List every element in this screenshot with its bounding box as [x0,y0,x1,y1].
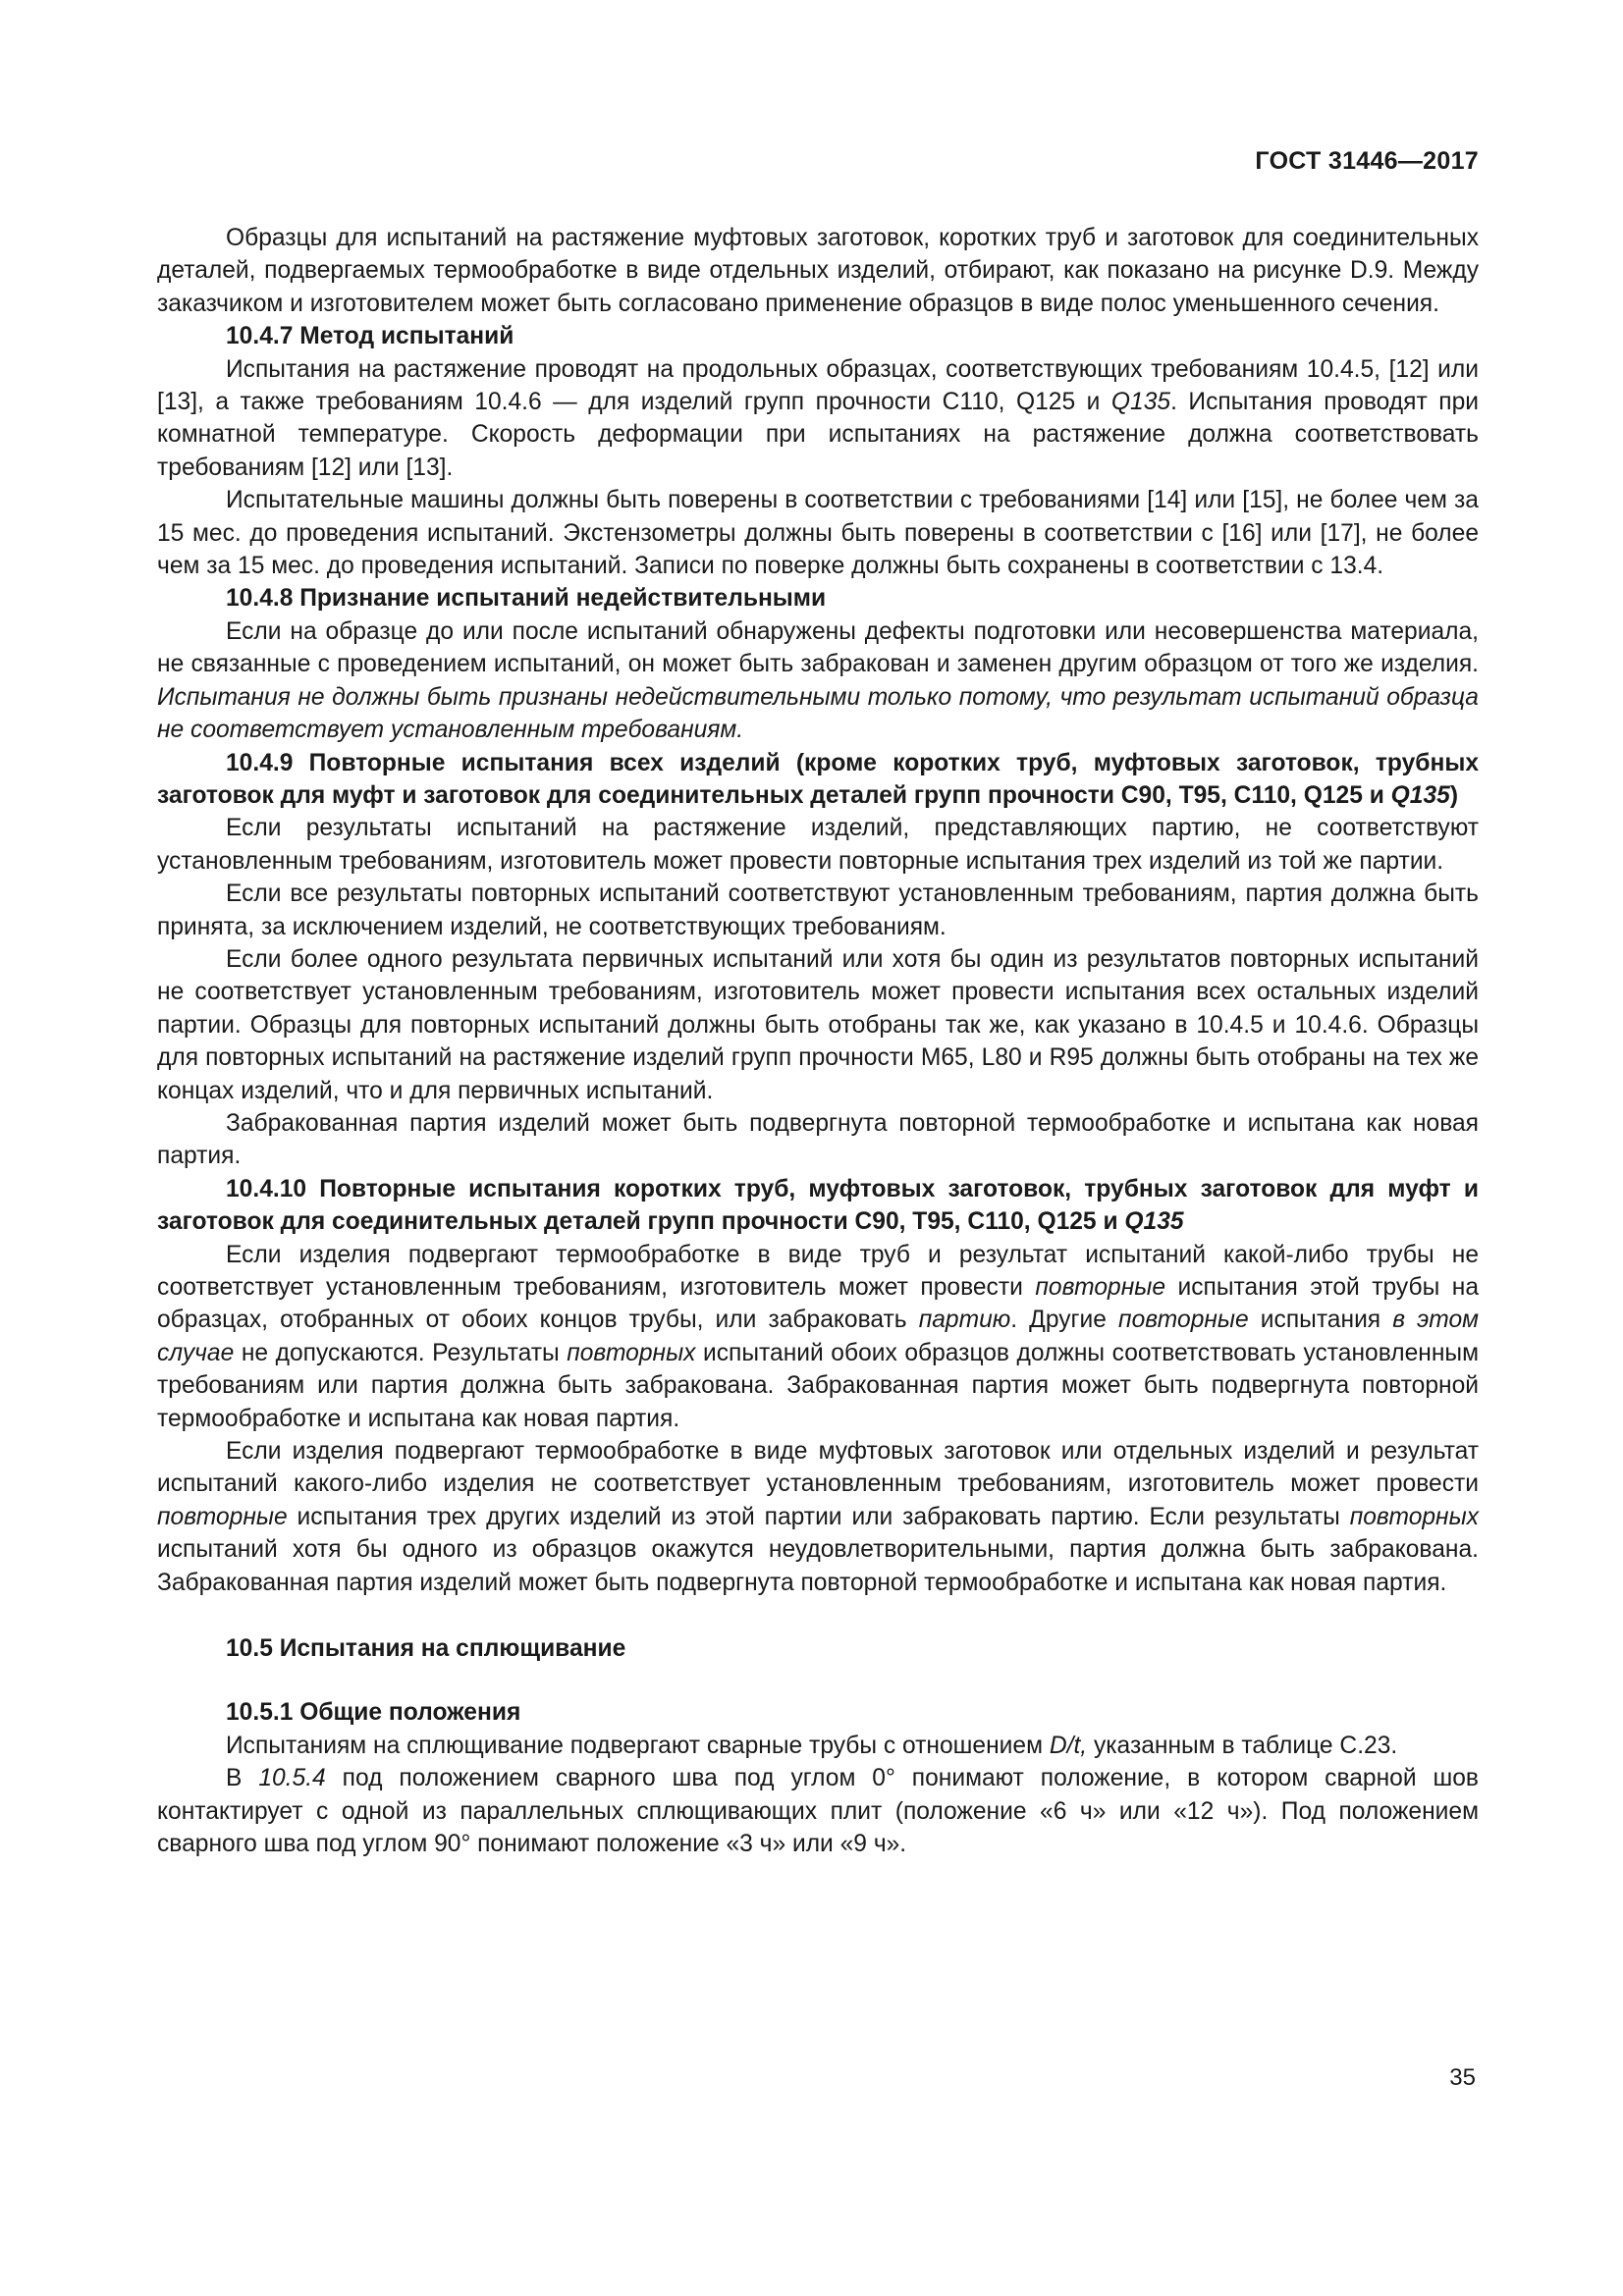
paragraph: Если изделия подвергают термообработке в виде муфтовых заготовок или отдельных изделий и результат испытаний какого-либо изделия не соответствует установленным требованиям, изготовитель может провести повторные испытания трех других изделий из этой партии или забраковать партию. Если результаты повторных испытаний хотя бы одного из образцов окажутся неудовлетворительными, партия должна быть забракована. Забракованная партия изделий может быть подвергнута повторной термообработке и испытана как новая партия. [157,1438,1479,1596]
paragraph: Если на образце до или после испытаний обнаружены дефекты подготовки или несовершенства материала, не связанные с проведением испытаний, он может быть забракован и заменен другим образцом от того же изделия. Испытания не должны быть признаны недействительными только потому, что результат испытаний образца не соответствует установленным требованиям. [157,617,1479,744]
section-heading-10-4-7: 10.4.7 Метод испытаний [226,323,514,350]
section-heading-10-4-10: 10.4.10 Повторные испытания коротких труб, муфтовых заготовок, трубных заготовок для муфт и заготовок для соединительных деталей групп прочности С90, Т95, С110, Q125 и Q135 [157,1175,1479,1236]
paragraph: Испытаниям на сплющивание подвергают сварные трубы с отношением D/t, указанным в таблице С.23. [226,1732,1398,1759]
document-body [157,222,1479,1861]
paragraph: Испытательные машины должны быть поверены в соответствии с требованиями [14] или [15], не более чем за 15 мес. до проведения испытаний. Экстензометры должны быть поверены в соответствии с [16] или [17], не более чем за 15 мес. до проведения испытаний. Записи по поверке должны быть сохранены в соответствии с 13.4. [157,487,1479,580]
section-heading-10-5: 10.5 Испытания на сплющивание [226,1635,626,1663]
paragraph: Если все результаты повторных испытаний соответствуют установленным требованиям, партия должна быть принята, за исключением изделий, не соответствующих требованиям. [157,881,1479,940]
paragraph: Если более одного результата первичных испытаний или хотя бы один из результатов повторных испытаний не соответствует установленным требованиям, изготовитель может провести испытания всех остальных изделий партии. Образцы для повторных испытаний должны быть отобраны так же, как указано в 10.4.5 и 10.4.6. Образцы для повторных испытаний на растяжение изделий групп прочности М65, L80 и R95 должны быть отобраны на тех же концах изделий, что и для первичных испытаний. [157,945,1479,1104]
section-heading-10-4-9: 10.4.9 Повторные испытания всех изделий (кроме коротких труб, муфтовых заготовок, трубных заготовок для муфт и заготовок для соединительных деталей групп прочности С90, Т95, С110, Q125 и Q135) [157,749,1479,809]
section-heading-10-5-1: 10.5.1 Общие положения [226,1699,521,1727]
paragraph: Если изделия подвергают термообработке в виде труб и результат испытаний какой-либо трубы не соответствует установленным требованиям, изготовитель может провести повторные испытания этой трубы на образцах, отобранных от обоих концов трубы, или забраковать партию. Другие повторные испытания в этом случае не допускаются. Результаты повторных испытаний обоих образцов должны соответствовать установленным требованиям или партия должна быть забракована. Забракованная партия может быть подвергнута повторной термообработке и испытана как новая партия. [157,1241,1479,1432]
paragraph: Испытания на растяжение проводят на продольных образцах, соответствующих требованиям 10.4.5, [12] или [13], а также требованиям 10.4.6 — для изделий групп прочности С110, Q125 и Q135. Испытания проводят при комнатной температуре. Скорость деформации при испытаниях на растяжение должна соответствовать требованиям [12] или [13]. [157,355,1479,481]
paragraph: Если результаты испытаний на растяжение изделий, представляющих партию, не соответствуют установленным требованиям, изготовитель может провести повторные испытания трех изделий из той же партии. [157,815,1479,875]
section-heading-10-4-8: 10.4.8 Признание испытаний недействительными [226,585,827,613]
paragraph: Забракованная партия изделий может быть подвергнута повторной термообработке и испытана как новая партия. [157,1109,1479,1170]
paragraph: В 10.5.4 под положением сварного шва под углом 0° понимают положение, в котором сварной шов контактирует с одной из параллельных сплющивающих плит (положение «6 ч» или «12 ч»). Под положением сварного шва под углом 90° понимают положение «3 ч» или «9 ч». [157,1765,1479,1858]
document-header: ГОСТ 31446—2017 [1255,147,1479,175]
paragraph: Образцы для испытаний на растяжение муфтовых заготовок, коротких труб и заготовок для соединительных деталей, подвергаемых термообработке в виде отдельных изделий, отбирают, как показано на рисунке D.9. Между заказчиком и изготовителем может быть согласовано применение образцов в виде полос уменьшенного сечения. [157,225,1479,317]
page-number: 35 [1449,2064,1476,2091]
